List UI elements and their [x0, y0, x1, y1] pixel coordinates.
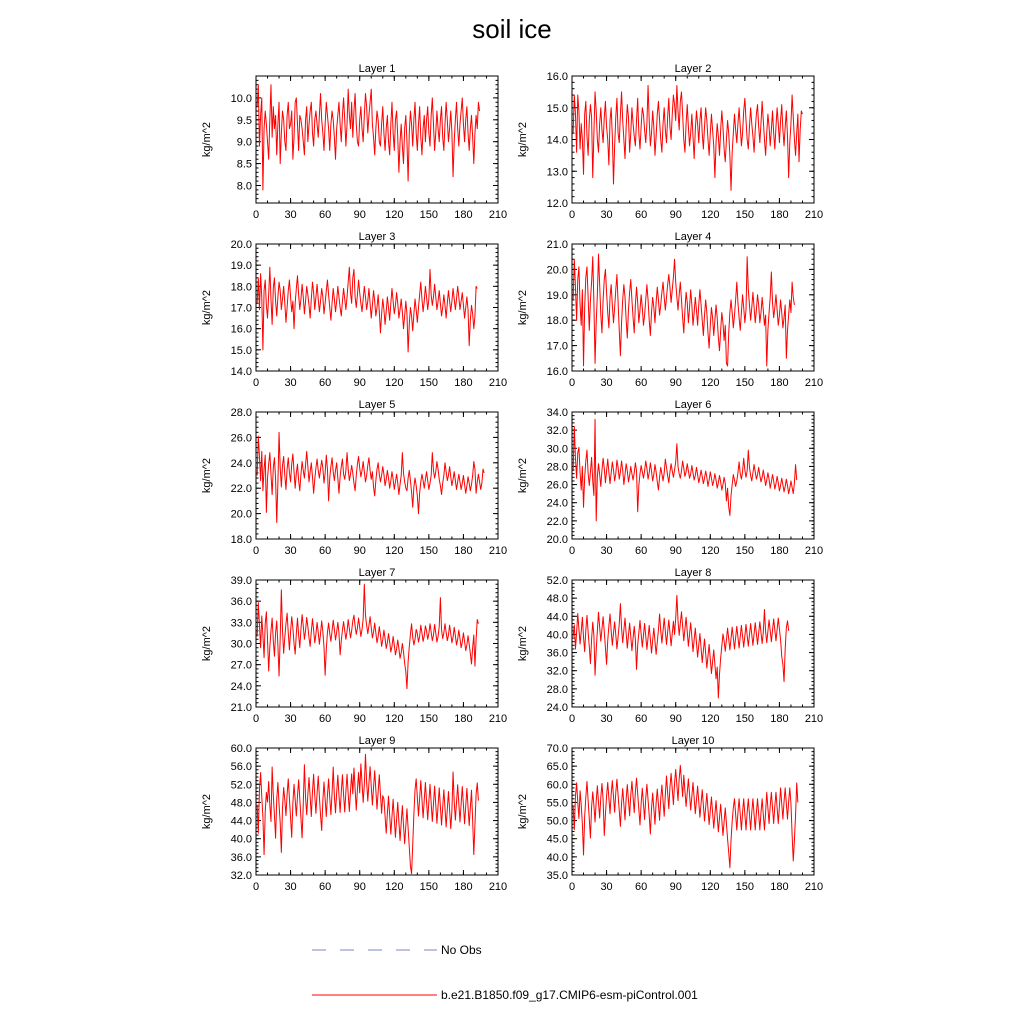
panel-layer-7: [201, 567, 507, 725]
x-tick-label: 30: [284, 713, 297, 725]
y-tick-label: 15.0: [230, 344, 252, 357]
plot-frame: [572, 580, 814, 707]
y-tick-label: 12.0: [546, 198, 568, 210]
x-tick-label: 180: [454, 713, 473, 725]
x-tick-label: 60: [319, 377, 332, 389]
x-tick-label: 210: [488, 881, 508, 893]
y-tick-label: 35.0: [546, 870, 568, 882]
legend-obs-label: No Obs: [441, 943, 482, 957]
x-tick-label: 150: [419, 545, 439, 557]
x-tick-label: 180: [770, 713, 789, 725]
x-tick-label: 90: [353, 377, 366, 389]
y-axis-label: kg/m^2: [201, 457, 213, 494]
x-tick-label: 210: [488, 377, 508, 389]
x-tick-label: 30: [600, 881, 613, 893]
x-tick-label: 30: [284, 881, 297, 893]
x-tick-label: 180: [770, 545, 789, 557]
y-tick-label: 14.0: [546, 134, 568, 147]
panel-layer-5: [201, 399, 507, 557]
x-tick-label: 180: [454, 881, 473, 893]
panel-layer-4: [517, 231, 823, 389]
y-tick-label: 44.0: [230, 815, 252, 828]
panel-layer-9: [201, 735, 507, 893]
y-axis-label: kg/m^2: [201, 793, 213, 830]
x-tick-label: 90: [669, 545, 682, 557]
x-tick-label: 180: [770, 377, 789, 389]
y-tick-label: 17.0: [546, 340, 568, 353]
x-tick-label: 120: [385, 881, 404, 893]
x-tick-label: 180: [770, 209, 789, 221]
y-tick-label: 26.0: [546, 479, 568, 492]
y-tick-label: 32.0: [230, 870, 252, 882]
y-tick-label: 13.0: [546, 166, 568, 179]
x-tick-label: 0: [252, 713, 260, 725]
y-tick-label: 16.0: [546, 71, 568, 83]
y-tick-label: 50.0: [546, 815, 568, 828]
y-axis-label: kg/m^2: [517, 793, 529, 830]
x-tick-label: 0: [568, 545, 576, 557]
y-axis-label: kg/m^2: [201, 289, 213, 326]
y-axis-label: kg/m^2: [201, 625, 213, 662]
x-tick-label: 210: [488, 209, 508, 221]
y-tick-label: 56.0: [230, 761, 252, 774]
x-tick-label: 210: [804, 713, 824, 725]
page-title: soil ice: [472, 14, 552, 44]
series-line: [573, 765, 798, 867]
panel-title: Layer 6: [674, 399, 712, 411]
x-tick-label: 90: [669, 881, 682, 893]
panel-title: Layer 8: [674, 567, 712, 579]
x-tick-label: 90: [669, 713, 682, 725]
y-tick-label: 34.0: [546, 407, 568, 419]
x-tick-label: 120: [385, 209, 404, 221]
x-tick-label: 0: [568, 377, 576, 389]
x-tick-label: 150: [735, 209, 755, 221]
x-tick-label: 180: [454, 377, 473, 389]
y-tick-label: 45.0: [546, 833, 568, 846]
plot-frame: [256, 412, 498, 539]
panel-title: Layer 3: [358, 231, 396, 243]
x-tick-label: 60: [319, 713, 332, 725]
x-tick-label: 90: [353, 713, 366, 725]
x-tick-label: 60: [635, 713, 648, 725]
panel-title: Layer 5: [358, 399, 396, 411]
y-tick-label: 24.0: [230, 680, 252, 693]
x-tick-label: 210: [804, 545, 824, 557]
y-tick-label: 8.5: [236, 158, 252, 171]
x-tick-label: 60: [319, 545, 332, 557]
series-line: [257, 85, 479, 190]
x-tick-label: 210: [488, 713, 508, 725]
panel-layer-6: [517, 399, 823, 557]
x-tick-label: 90: [669, 377, 682, 389]
x-tick-label: 120: [701, 881, 720, 893]
x-tick-label: 0: [568, 713, 576, 725]
panel-title: Layer 7: [358, 567, 396, 579]
y-tick-label: 17.0: [230, 302, 252, 315]
x-tick-label: 0: [252, 209, 260, 221]
y-tick-label: 30.0: [230, 638, 252, 651]
x-tick-label: 150: [419, 713, 439, 725]
panel-layer-3: [201, 231, 507, 389]
y-tick-label: 26.0: [230, 432, 252, 445]
x-tick-label: 120: [385, 377, 404, 389]
x-tick-label: 180: [454, 545, 473, 557]
y-tick-label: 21.0: [230, 702, 252, 714]
x-tick-label: 150: [735, 545, 755, 557]
panel-layer-10: [517, 735, 823, 893]
x-tick-label: 120: [701, 713, 720, 725]
plot-frame: [572, 244, 814, 371]
panel-title: Layer 9: [358, 735, 396, 747]
x-tick-label: 180: [770, 881, 789, 893]
series-line: [257, 432, 484, 522]
y-tick-label: 70.0: [546, 743, 568, 755]
x-tick-label: 60: [635, 209, 648, 221]
series-line: [257, 754, 478, 873]
panel-title: Layer 4: [674, 231, 712, 243]
x-tick-label: 30: [284, 545, 297, 557]
y-tick-label: 19.0: [230, 260, 252, 273]
y-tick-label: 18.0: [546, 315, 568, 328]
x-tick-label: 210: [804, 881, 824, 893]
x-tick-label: 0: [252, 545, 260, 557]
y-tick-label: 48.0: [230, 797, 252, 810]
y-tick-label: 14.0: [230, 366, 252, 378]
y-tick-label: 40.0: [546, 629, 568, 642]
x-tick-label: 150: [419, 881, 439, 893]
y-tick-label: 20.0: [546, 534, 568, 546]
panel-title: Layer 1: [358, 63, 396, 75]
y-tick-label: 8.0: [236, 180, 252, 193]
y-tick-label: 52.0: [230, 779, 252, 792]
x-tick-label: 90: [353, 545, 366, 557]
y-tick-label: 21.0: [546, 239, 568, 251]
y-axis-label: kg/m^2: [517, 457, 529, 494]
x-tick-label: 150: [735, 377, 755, 389]
y-tick-label: 40.0: [230, 833, 252, 846]
y-tick-label: 27.0: [230, 659, 252, 672]
y-tick-label: 32.0: [546, 665, 568, 678]
y-tick-label: 20.0: [230, 239, 252, 251]
y-tick-label: 32.0: [546, 425, 568, 438]
x-tick-label: 180: [454, 209, 473, 221]
x-tick-label: 30: [284, 209, 297, 221]
x-tick-label: 0: [568, 209, 576, 221]
y-tick-label: 22.0: [230, 483, 252, 496]
y-tick-label: 30.0: [546, 443, 568, 456]
x-tick-label: 120: [701, 209, 720, 221]
x-tick-label: 30: [600, 545, 613, 557]
x-tick-label: 30: [600, 713, 613, 725]
y-tick-label: 48.0: [546, 593, 568, 606]
y-tick-label: 20.0: [230, 508, 252, 521]
y-tick-label: 36.0: [230, 851, 252, 864]
x-tick-label: 210: [804, 377, 824, 389]
y-tick-label: 28.0: [546, 461, 568, 474]
y-tick-label: 19.0: [546, 289, 568, 302]
y-tick-label: 60.0: [230, 743, 252, 755]
series-line: [257, 584, 478, 688]
panel-layer-2: [517, 63, 823, 221]
y-tick-label: 65.0: [546, 761, 568, 774]
y-axis-label: kg/m^2: [517, 121, 529, 158]
y-tick-label: 44.0: [546, 611, 568, 624]
y-tick-label: 24.0: [546, 497, 568, 510]
series-line: [573, 86, 802, 191]
y-tick-label: 10.0: [230, 92, 252, 105]
y-tick-label: 22.0: [546, 515, 568, 528]
y-tick-label: 20.0: [546, 264, 568, 277]
x-tick-label: 120: [701, 377, 720, 389]
y-tick-label: 16.0: [230, 323, 252, 336]
x-tick-label: 150: [735, 713, 755, 725]
y-tick-label: 36.0: [230, 596, 252, 609]
x-tick-label: 150: [419, 209, 439, 221]
series-line: [573, 595, 789, 698]
x-tick-label: 30: [600, 209, 613, 221]
x-tick-label: 60: [319, 209, 332, 221]
y-tick-label: 24.0: [546, 702, 568, 714]
x-tick-label: 60: [635, 545, 648, 557]
y-tick-label: 28.0: [546, 683, 568, 696]
x-tick-label: 210: [804, 209, 824, 221]
x-tick-label: 0: [252, 377, 260, 389]
y-tick-label: 55.0: [546, 797, 568, 810]
x-tick-label: 60: [635, 881, 648, 893]
y-tick-label: 52.0: [546, 575, 568, 587]
x-tick-label: 120: [385, 713, 404, 725]
x-tick-label: 90: [353, 209, 366, 221]
x-tick-label: 60: [635, 377, 648, 389]
y-axis-label: kg/m^2: [201, 121, 213, 158]
panel-title: Layer 2: [674, 63, 712, 75]
y-tick-label: 18.0: [230, 281, 252, 294]
y-tick-label: 60.0: [546, 779, 568, 792]
y-axis-label: kg/m^2: [517, 625, 529, 662]
x-tick-label: 150: [735, 881, 755, 893]
y-tick-label: 9.0: [236, 136, 252, 149]
y-tick-label: 15.0: [546, 102, 568, 115]
legend-model-label: b.e21.B1850.f09_g17.CMIP6-esm-piControl.001: [441, 988, 698, 1002]
panel-layer-8: [517, 567, 823, 725]
y-tick-label: 36.0: [546, 647, 568, 660]
x-tick-label: 120: [385, 545, 404, 557]
y-tick-label: 24.0: [230, 457, 252, 470]
x-tick-label: 0: [252, 881, 260, 893]
legend: [312, 950, 437, 995]
y-tick-label: 16.0: [546, 366, 568, 378]
x-tick-label: 90: [353, 881, 366, 893]
x-tick-label: 210: [488, 545, 508, 557]
y-tick-label: 18.0: [230, 534, 252, 546]
y-tick-label: 33.0: [230, 617, 252, 630]
series-line: [573, 419, 797, 521]
x-tick-label: 120: [701, 545, 720, 557]
x-tick-label: 30: [600, 377, 613, 389]
y-tick-label: 9.5: [236, 114, 252, 127]
x-tick-label: 30: [284, 377, 297, 389]
x-tick-label: 0: [568, 881, 576, 893]
panel-title: Layer 10: [671, 735, 715, 747]
series-line: [257, 267, 477, 352]
y-tick-label: 40.0: [546, 851, 568, 864]
x-tick-label: 150: [419, 377, 439, 389]
y-axis-label: kg/m^2: [517, 289, 529, 326]
panel-layer-1: [201, 63, 507, 221]
y-tick-label: 28.0: [230, 407, 252, 419]
x-tick-label: 60: [319, 881, 332, 893]
x-tick-label: 90: [669, 209, 682, 221]
y-tick-label: 39.0: [230, 575, 252, 587]
series-line: [573, 254, 794, 366]
